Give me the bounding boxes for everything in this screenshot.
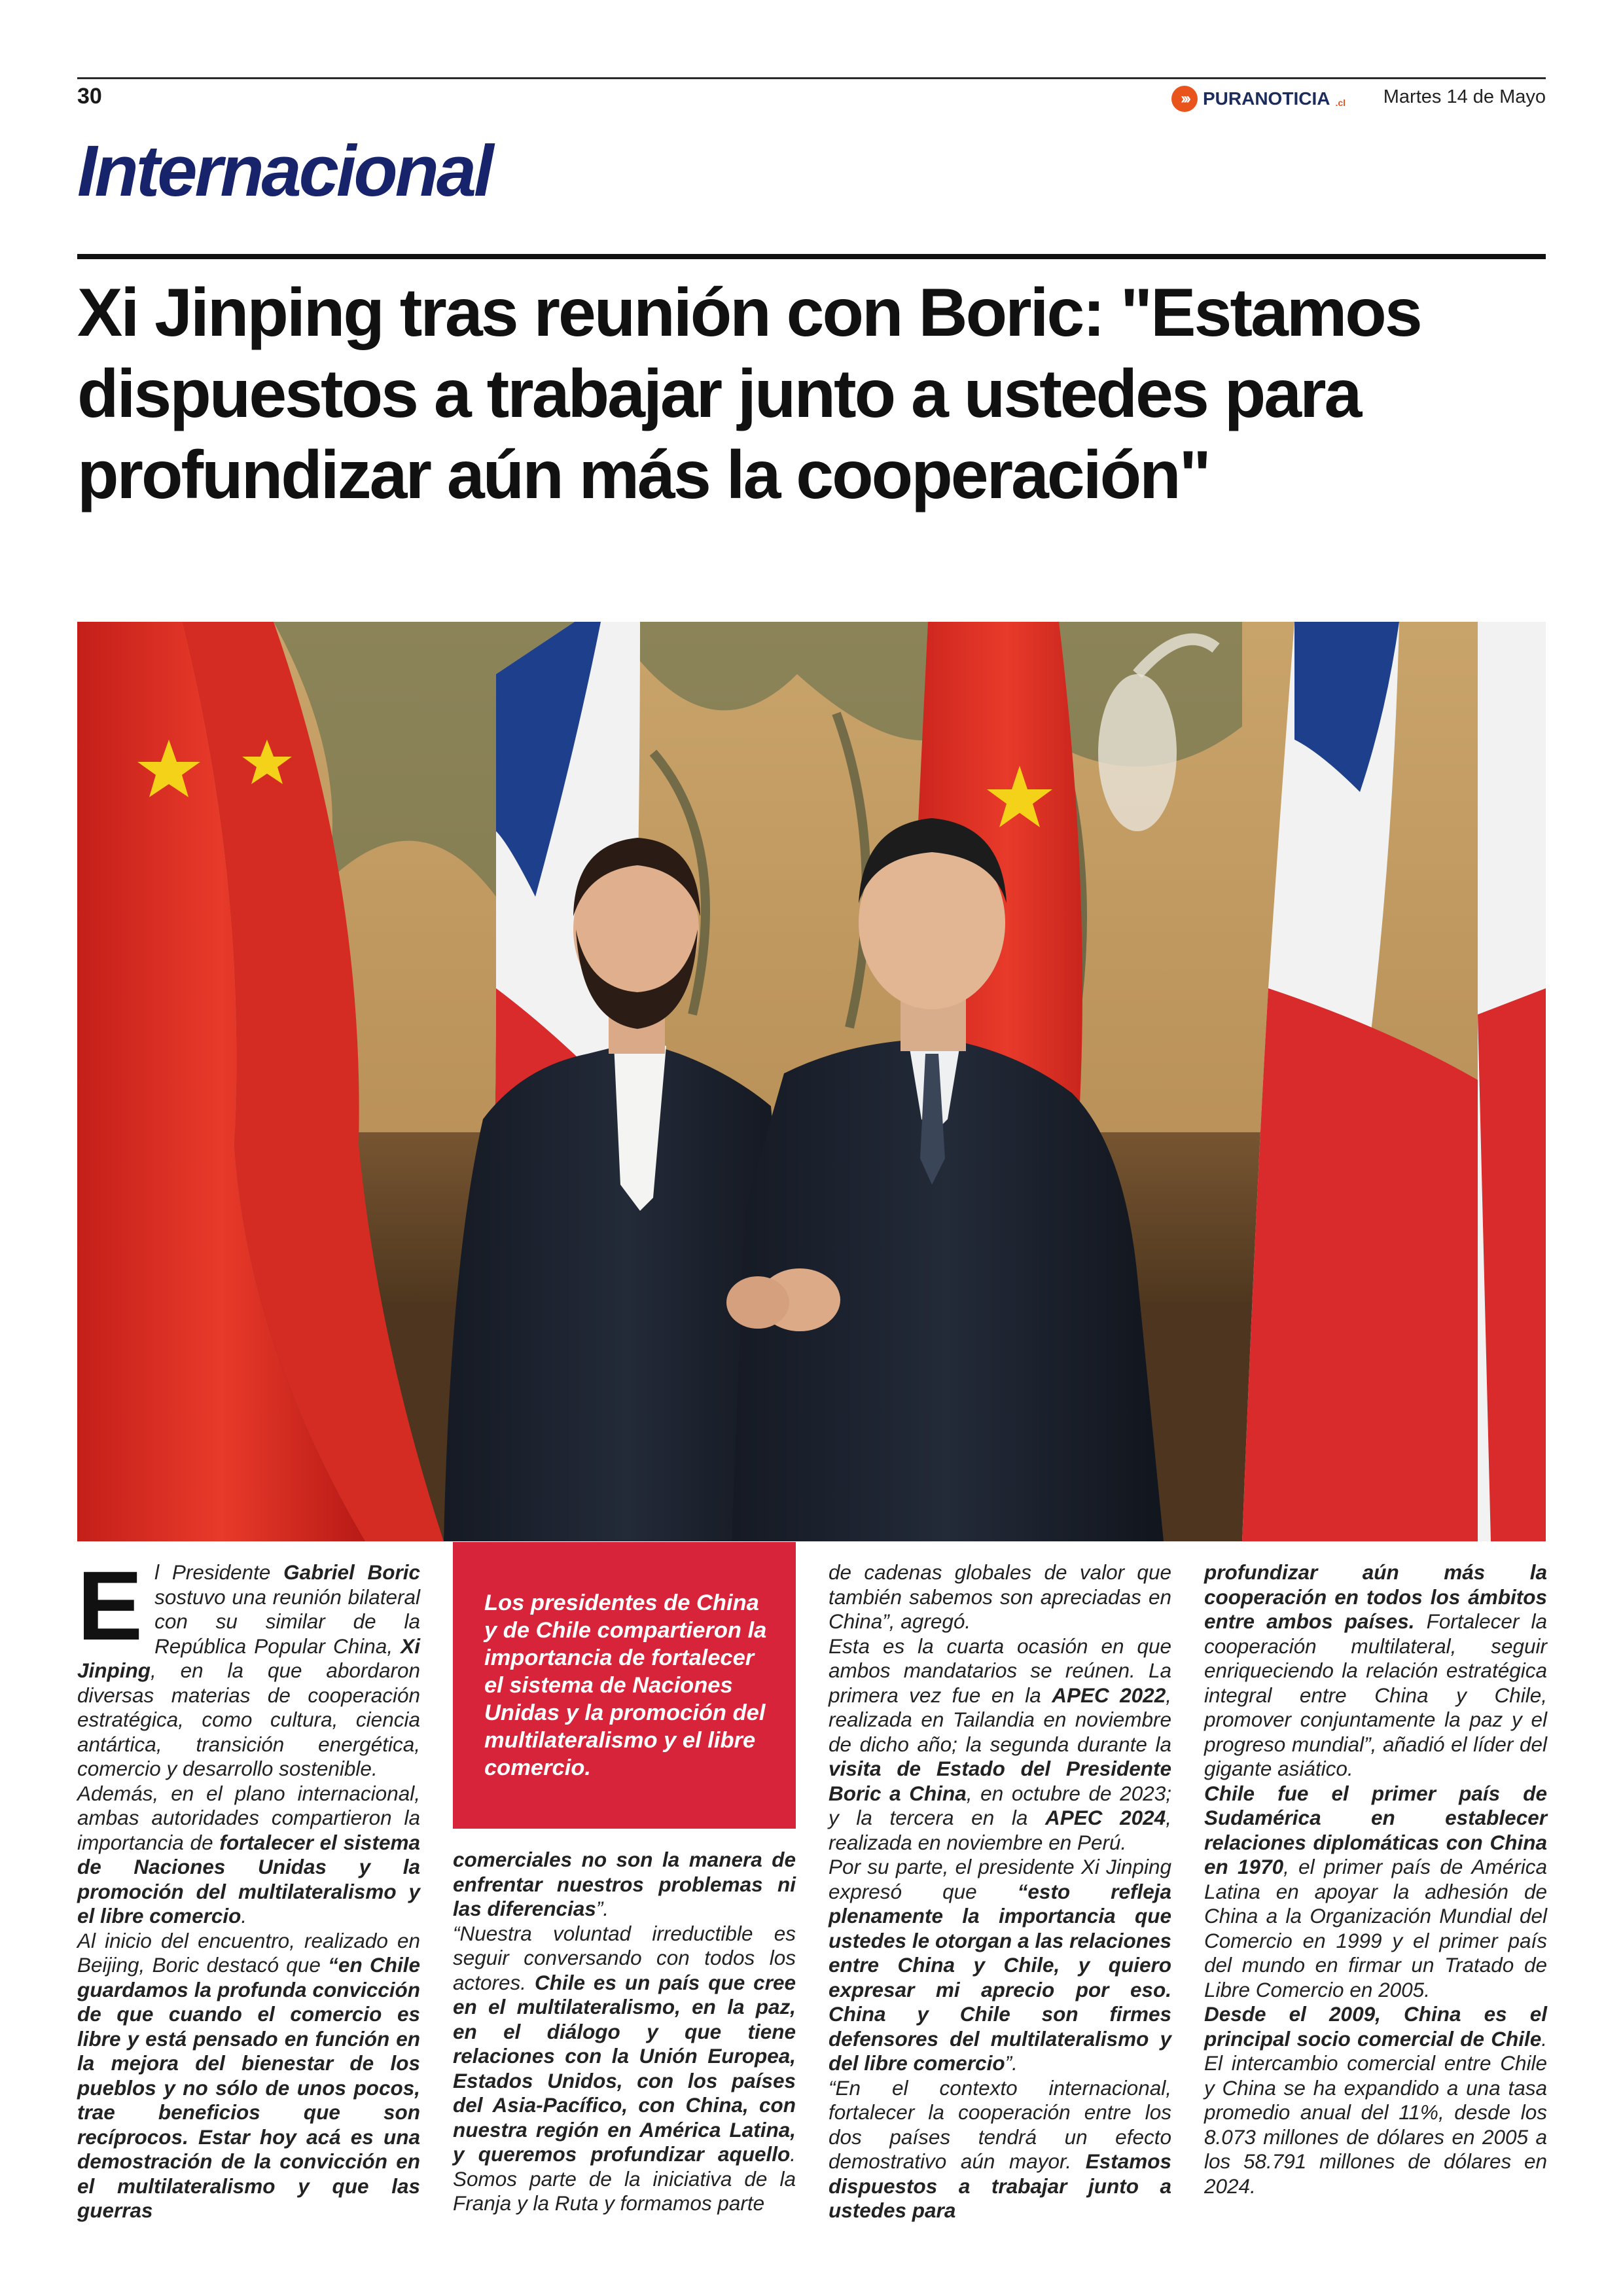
emphasis-text: Gabriel Boric: [283, 1560, 420, 1584]
paragraph: Desde el 2009, China es el principal socio comercial de Chile. El intercambio comercial entre Chile y China se ha expandido a una tasa promedio anual del 11%, desde los 8.073 millones de dólares en 2005 a los 58.791 millones de dólares en 2024.: [1204, 2002, 1547, 2198]
brand-logo[interactable]: [1171, 85, 1346, 113]
emphasis-text: APEC 2022: [1052, 1683, 1166, 1707]
issue-date: Martes 14 de Mayo: [1383, 86, 1546, 107]
paragraph: Al inicio del encuentro, realizado en Beijing, Boric destacó que “en Chile guardamos la profunda convicción de que cuando el comercio es libre y está pensado en función en la mejora del bienestar de los pueblos y no sólo de unos pocos, trae beneficios que son recíprocos. Estar hoy acá es una demostración de la convicción en el multilateralismo y que las guerras: [77, 1928, 420, 2222]
article-photo: [77, 622, 1546, 1541]
paragraph: de cadenas globales de valor que también sabemos son apreciadas en China”, agregó.: [829, 1560, 1171, 1633]
paragraph-intro: l Presidente Gabriel Boric sostuvo una reunión bilateral con su similar de la República Popular China, Xi Jinping, en la que abordaron diversas materias de cooperación estratégica, como cultura, ciencia antártica, transición energética, comercio y desarrollo sostenible.: [77, 1560, 420, 1780]
article-column-4: [1204, 1560, 1547, 2198]
paragraph: profundizar aún más la cooperación en todos los ámbitos entre ambos países. Fortalecer la cooperación multilateral, seguir enriqueciendo la relación estratégica integral entre China y Chile, promover conjuntamente la paz y el progreso mundial”, añadió el líder del gigante asiático.: [1204, 1560, 1547, 1780]
drop-cap: E: [77, 1551, 143, 1660]
brand-chevrons-icon: ›››: [1171, 86, 1198, 112]
emphasis-text: visita de Estado del Presidente Boric a China: [829, 1757, 1171, 1805]
article-column-2: [453, 1848, 796, 2216]
paragraph: comerciales no son la manera de enfrentar nuestros problemas ni las diferencias”.: [453, 1848, 796, 1920]
paragraph: “En el contexto internacional, fortalecer la cooperación entre los dos países tendrá un efecto demostrativo aún mayor. Estamos dispuestos a trabajar junto a ustedes para: [829, 2075, 1171, 2222]
paragraph: Además, en el plano internacional, ambas autoridades compartieron la importancia de fortalecer el sistema de Naciones Unidas y la promoción del multilateralismo y el libre comercio.: [77, 1781, 420, 1928]
paragraph: Por su parte, el presidente Xi Jinping expresó que “esto refleja plenamente la importancia que ustedes le otorgan a las relaciones entre China y Chile, y quiero expresar mi aprecio por eso. China y Chile son firmes defensores del multilateralismo y del libre comercio”.: [829, 1855, 1171, 2075]
pull-quote: Los presidentes de China y de Chile compartieron la importancia de fortalecer el sistema de Naciones Unidas y la promoción del multilateralismo y el libre comercio.: [453, 1542, 796, 1829]
article-column-1: [77, 1551, 420, 2223]
section-title: Internacional: [77, 131, 491, 211]
emphasis-text: profundizar aún más la cooperación en todos los ámbitos entre ambos países.: [1204, 1560, 1547, 1633]
page-number: 30: [77, 84, 102, 109]
article-headline: Xi Jinping tras reunión con Boric: "Estamos dispuestos a trabajar junto a ustedes para profundizar aún más la cooperación": [77, 275, 1421, 513]
header-rule: [77, 77, 1546, 79]
paragraph: “Nuestra voluntad irreductible es seguir conversando con todos los actores. Chile es un país que cree en el multilateralismo, en la paz, en el diálogo y que tiene relaciones con la Unión Europea, Estados Unidos, con los países del Asia-Pacífico, con China, con nuestra región en América Latina, y queremos profundizar aquello. Somos parte de la iniciativa de la Franja y la Ruta y formamos parte: [453, 1921, 796, 2215]
paragraph: Esta es la cuarta ocasión en que ambos mandatarios se reúnen. La primera vez fue en la APEC 2022, realizada en Tailandia en noviembre de dicho año; la segunda durante la visita de Estado del Presidente Boric a China, en octubre de 2023; y la tercera en la APEC 2024, realizada en noviembre en Perú.: [829, 1634, 1172, 1854]
emphasis-text: Chile fue el primer país de Sudamérica en establecer relaciones diplomáticas con China en 1970: [1204, 1781, 1547, 1878]
article-column-3: [829, 1560, 1171, 2223]
brand-name: PURANOTICIA: [1203, 88, 1330, 109]
emphasis-text: APEC 2024: [1045, 1806, 1166, 1829]
emphasis-text: “esto refleja plenamente la importancia que ustedes le otorgan a las relaciones entre China y Chile, y quiero expresar mi aprecio por eso. China y Chile son firmes defensores del multilateralismo y del libre comercio: [829, 1879, 1171, 2075]
emphasis-text: fortalecer el sistema de Naciones Unidas y la promoción del multilateralismo y el libre comercio: [77, 1830, 420, 1928]
emphasis-text: Xi Jinping: [77, 1634, 420, 1682]
emphasis-text: “en Chile guardamos la profunda convicción de que cuando el comercio es libre y está pensado en función en la mejora del bienestar de los pueblos y no sólo de unos pocos, trae beneficios que son recíprocos. Estar hoy acá es una demostración de la convicción en el multilateralismo y que las guerras: [77, 1953, 420, 2222]
brand-suffix: .cl: [1335, 98, 1346, 108]
emphasis-text: Chile es un país que cree en el multilateralismo, en la paz, en el diálogo y que tiene relaciones con la Unión Europea, Estados Unidos, con los países del Asia-Pacífico, con China, con nuestra región en América Latina, y queremos profundizar aquello: [453, 1970, 796, 2166]
section-rule: [77, 254, 1546, 259]
paragraph: Chile fue el primer país de Sudamérica en establecer relaciones diplomáticas con China en 1970, el primer país de América Latina en apoyar la adhesión de China a la Organización Mundial del Comercio en 1999 y el primer país del mundo en firmar un Tratado de Libre Comercio en 2005.: [1204, 1781, 1547, 2001]
emphasis-text: Desde el 2009, China es el principal socio comercial de Chile: [1204, 2002, 1547, 2051]
emphasis-text: comerciales no son la manera de enfrentar nuestros problemas ni las diferencias: [453, 1848, 796, 1920]
emphasis-text: Estamos dispuestos a trabajar junto a ustedes para: [829, 2149, 1171, 2222]
